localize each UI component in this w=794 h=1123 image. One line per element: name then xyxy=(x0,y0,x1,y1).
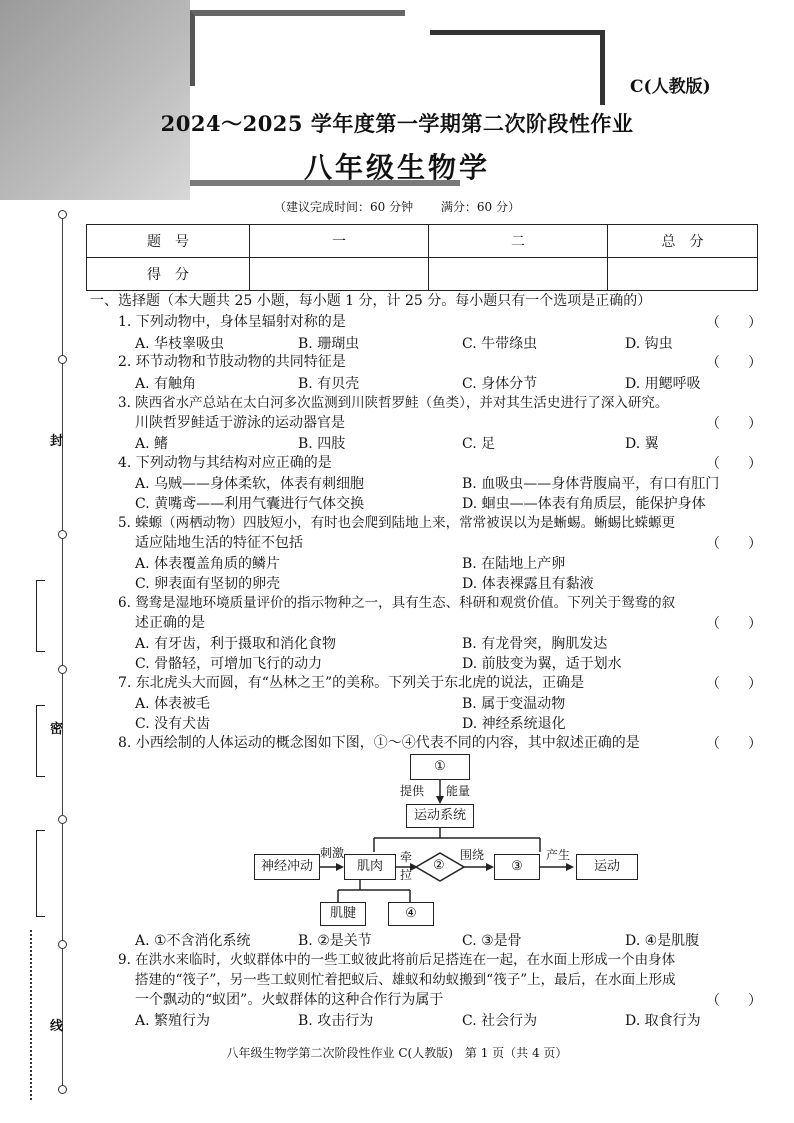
option: D. 用鳃呼吸 xyxy=(625,376,701,392)
option: D. 神经系统退化 xyxy=(462,716,566,732)
question-stem: 1. 下列动物中，身体呈辐射对称的是 xyxy=(118,314,346,330)
question-stem-cont: 一个飘动的“蚁团”。火蚁群体的这种合作行为属于 xyxy=(135,992,444,1008)
option: C. 身体分节 xyxy=(462,376,538,392)
binding-hole xyxy=(58,940,67,949)
question-stem-cont: 川陕哲罗鲑适于游泳的运动器官是 xyxy=(135,415,345,431)
option: A. 有触角 xyxy=(135,376,197,392)
binding-hole xyxy=(58,530,67,539)
option: B. 在陆地上产卵 xyxy=(462,556,566,572)
binding-bracket xyxy=(36,580,45,652)
table-cell: 二 xyxy=(429,225,608,258)
binding-bracket xyxy=(36,705,45,777)
score-cell[interactable] xyxy=(608,258,758,291)
binding-label: 线 xyxy=(50,1019,64,1034)
binding-label: 密 xyxy=(50,722,64,737)
label-pull-2: 拉 xyxy=(400,868,413,882)
option: D. 翼 xyxy=(625,436,659,452)
option: C. 足 xyxy=(462,436,496,452)
option: D. 蛔虫——体表有角质层，能保护身体 xyxy=(462,496,706,512)
question-stem: 2. 环节动物和节肢动物的共同特征是 xyxy=(118,354,346,370)
node-nerve-impulse: 神经冲动 xyxy=(254,854,320,880)
answer-blank[interactable]: （ ） xyxy=(706,416,762,432)
node-motor-system: 运动系统 xyxy=(406,804,474,828)
option: C. 卵表面有坚韧的卵壳 xyxy=(135,576,281,592)
option: B. 有贝壳 xyxy=(298,376,360,392)
score-cell[interactable] xyxy=(250,258,429,291)
node-4: ④ xyxy=(388,902,434,926)
option: B. 攻击行为 xyxy=(298,1013,374,1029)
option: C. 社会行为 xyxy=(462,1013,538,1029)
binding-hole xyxy=(58,815,67,824)
binding-hole xyxy=(58,355,67,364)
table-cell: 题 号 xyxy=(87,225,250,258)
label-pull-1: 牵 xyxy=(400,850,413,864)
option: A. 华枝睾吸虫 xyxy=(135,336,225,352)
table-cell: 一 xyxy=(250,225,429,258)
time-score-hint xyxy=(0,198,794,215)
option: C. 没有犬齿 xyxy=(135,716,211,732)
answer-blank[interactable]: （ ） xyxy=(706,456,762,472)
binding-hole xyxy=(58,1085,67,1094)
node-movement: 运动 xyxy=(576,854,638,880)
option: A. ①不含消化系统 xyxy=(135,933,251,949)
perforation-line xyxy=(30,930,40,1100)
option: A. 乌贼——身体柔软，体表有刺细胞 xyxy=(135,476,365,492)
option: A. 体表被毛 xyxy=(135,696,211,712)
option: C. ③是骨 xyxy=(462,933,522,949)
answer-blank[interactable]: （ ） xyxy=(706,355,762,371)
option: B. 四肢 xyxy=(298,436,346,452)
score-table-header-row xyxy=(87,225,758,258)
question-stem: 8. 小西绘制的人体运动的概念图如下图，①～④代表不同的内容，其中叙述正确的是 xyxy=(118,735,640,751)
question-stem-cont: 搭建的“筏子”，另一些工蚁则忙着把蚁后、雄蚁和幼蚁搬到“筏子”上，最后，在水面上形成 xyxy=(135,972,676,988)
section-heading: 一、选择题（本大题共 25 小题，每小题 1 分，计 25 分。每小题只有一个选项是正确的） xyxy=(90,293,652,309)
binding-hole xyxy=(58,665,67,674)
option: B. 属于变温动物 xyxy=(462,696,566,712)
table-cell: 总 分 xyxy=(608,225,758,258)
question-stem: 9. 在洪水来临时，火蚁群体中的一些工蚁彼此将前后足搭连在一起，在水面上形成一个由身体 xyxy=(118,952,676,968)
page-footer: 八年级生物学第二次阶段性作业 C(人教版) 第 1 页（共 4 页） xyxy=(226,1046,568,1060)
answer-blank[interactable]: （ ） xyxy=(706,736,762,752)
label-energy: 能量 xyxy=(446,784,471,798)
option: B. 血吸虫——身体背腹扁平，有口有肛门 xyxy=(462,476,720,492)
option: A. 有牙齿，利于摄取和消化食物 xyxy=(135,636,337,652)
time-hint: （建议完成时间：60 分钟 xyxy=(273,200,414,214)
option: A. 繁殖行为 xyxy=(135,1013,211,1029)
exam-title: 2024～2025 学年度第一学期第二次阶段性作业 xyxy=(160,111,634,136)
option: B. 有龙骨突，胸肌发达 xyxy=(462,636,608,652)
question-stem: 4. 下列动物与其结构对应正确的是 xyxy=(118,455,332,471)
answer-blank[interactable]: （ ） xyxy=(706,616,762,632)
answer-blank[interactable]: （ ） xyxy=(706,993,762,1009)
option: A. 鳍 xyxy=(135,436,169,452)
question-stem-cont: 适应陆地生活的特征不包括 xyxy=(135,535,303,551)
score-table xyxy=(86,224,758,291)
question-stem: 6. 鸳鸯是湿地环境质量评价的指示物种之一，具有生态、科研和观赏价值。下列关于鸳鸯的叙 xyxy=(118,595,676,611)
option: A. 体表覆盖角质的鳞片 xyxy=(135,556,281,572)
table-cell: 得 分 xyxy=(87,258,250,291)
option: D. ④是肌腹 xyxy=(625,933,700,949)
option: C. 牛带绦虫 xyxy=(462,336,538,352)
option: D. 取食行为 xyxy=(625,1013,701,1029)
option: B. ②是关节 xyxy=(298,933,372,949)
binding-label: 封 xyxy=(50,434,64,449)
subject-title: 八年级生物学 xyxy=(303,151,490,184)
concept-diagram xyxy=(250,752,650,932)
node-1: ① xyxy=(410,754,470,780)
option: C. 黄嘴鸢——利用气囊进行气体交换 xyxy=(135,496,365,512)
score-table-score-row xyxy=(87,258,758,291)
scan-edge xyxy=(430,30,605,105)
scan-edge xyxy=(190,10,405,86)
question-stem: 5. 蝾螈（两栖动物）四肢短小，有时也会爬到陆地上来，常常被误以为是蜥蜴。蜥蜴比蝾螈更 xyxy=(118,515,676,531)
label-supply: 提供 xyxy=(400,784,425,798)
answer-blank[interactable]: （ ） xyxy=(706,315,762,331)
score-cell[interactable] xyxy=(429,258,608,291)
node-2: ② xyxy=(433,858,445,873)
answer-blank[interactable]: （ ） xyxy=(706,536,762,552)
score-hint: 满分：60 分） xyxy=(440,200,520,214)
option: D. 钩虫 xyxy=(625,336,673,352)
node-3: ③ xyxy=(494,854,540,880)
question-stem: 3. 陕西省水产总站在太白河多次监测到川陕哲罗鲑（鱼类），并对其生活史进行了深入研究。 xyxy=(118,395,669,411)
node-muscle: 肌肉 xyxy=(344,854,396,880)
binding-bracket xyxy=(36,830,45,917)
answer-blank[interactable]: （ ） xyxy=(706,676,762,692)
label-around: 围绕 xyxy=(460,848,485,862)
option: D. 体表裸露且有黏液 xyxy=(462,576,594,592)
question-stem-cont: 述正确的是 xyxy=(135,615,205,631)
label-stimulus: 刺激 xyxy=(320,846,345,860)
node-tendon: 肌腱 xyxy=(320,902,366,926)
binding-hole xyxy=(58,210,67,219)
option: B. 珊瑚虫 xyxy=(298,336,360,352)
binding-line xyxy=(62,210,63,1090)
edition-label: C(人教版) xyxy=(630,77,711,97)
option: D. 前肢变为翼，适于划水 xyxy=(462,656,622,672)
option: C. 骨骼轻，可增加飞行的动力 xyxy=(135,656,323,672)
question-stem: 7. 东北虎头大而圆，有“丛林之王”的美称。下列关于东北虎的说法，正确是 xyxy=(118,675,585,691)
label-produce: 产生 xyxy=(546,848,571,862)
